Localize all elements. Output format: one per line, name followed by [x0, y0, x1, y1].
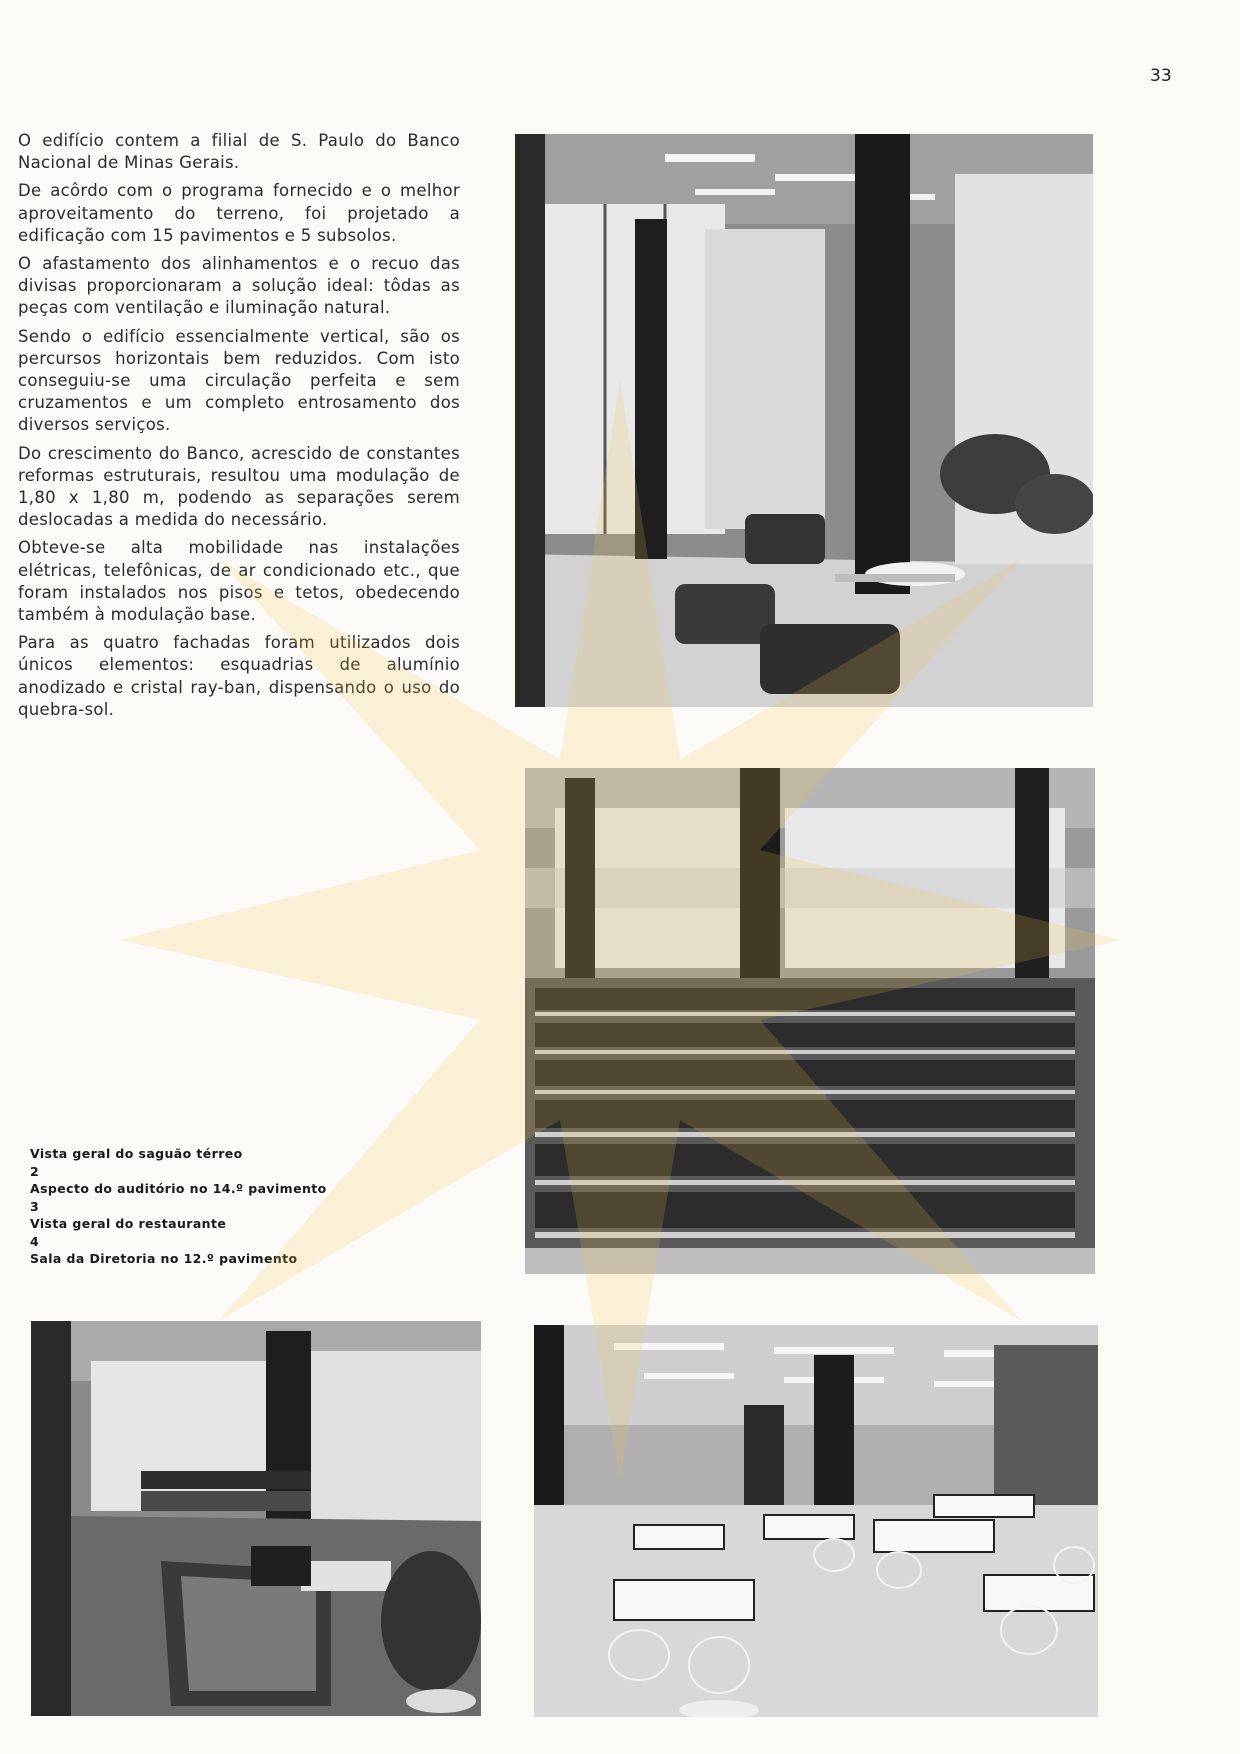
paragraph: De acôrdo com o programa fornecido e o melhor aproveitamento do terreno, foi projetado a edificação com 15 pavimentos e 5 subsolos.: [18, 181, 460, 245]
caption-line: Sala da Diretoria no 12.º pavimento: [30, 1251, 298, 1266]
photo-boardroom: [31, 1321, 481, 1716]
photo-captions: [30, 1145, 330, 1268]
paragraph: Sendo o edifício essencialmente vertical, são os percursos horizontais bem reduzidos. Com isto conseguiu-se uma circulação perfeita e sem cruzamentos e um completo entrosamento dos diversos serviços.: [18, 326, 460, 435]
paragraph: Obteve-se alta mobilidade nas instalações elétricas, telefônicas, de ar condicionado etc., que foram instalados nos pisos e tetos, obedecendo também à modulação base.: [18, 538, 460, 625]
photo-lobby: [515, 134, 1093, 707]
article-body: [18, 130, 460, 727]
paragraph: O edifício contem a filial de S. Paulo do Banco Nacional de Minas Gerais.: [18, 131, 460, 173]
photo-auditorium: [525, 768, 1095, 1274]
paragraph: Do crescimento do Banco, acrescido de constantes reformas estruturais, resultou uma modulação de 1,80 x 1,80 m, podendo as separações serem deslocadas a medida do necessário.: [18, 443, 460, 530]
photo-restaurant: [534, 1325, 1098, 1717]
caption-number: 2: [30, 1163, 40, 1179]
caption-line: Vista geral do saguão térreo: [30, 1146, 243, 1161]
caption-line: Aspecto do auditório no 14.º pavimento: [30, 1181, 327, 1196]
caption-number: 3: [30, 1198, 40, 1214]
caption-line: Vista geral do restaurante: [30, 1216, 227, 1231]
paragraph: Para as quatro fachadas foram utilizados dois únicos elementos: esquadrias de alumínio anodizado e cristal ray-ban, dispensando o uso do quebra-sol.: [18, 633, 460, 719]
caption-number: 4: [30, 1233, 40, 1249]
page-number: 33: [1150, 66, 1172, 86]
paragraph: O afastamento dos alinhamentos e o recuo das divisas proporcionaram a solução ideal: tôdas as peças com ventilação e iluminação natural.: [18, 254, 460, 318]
